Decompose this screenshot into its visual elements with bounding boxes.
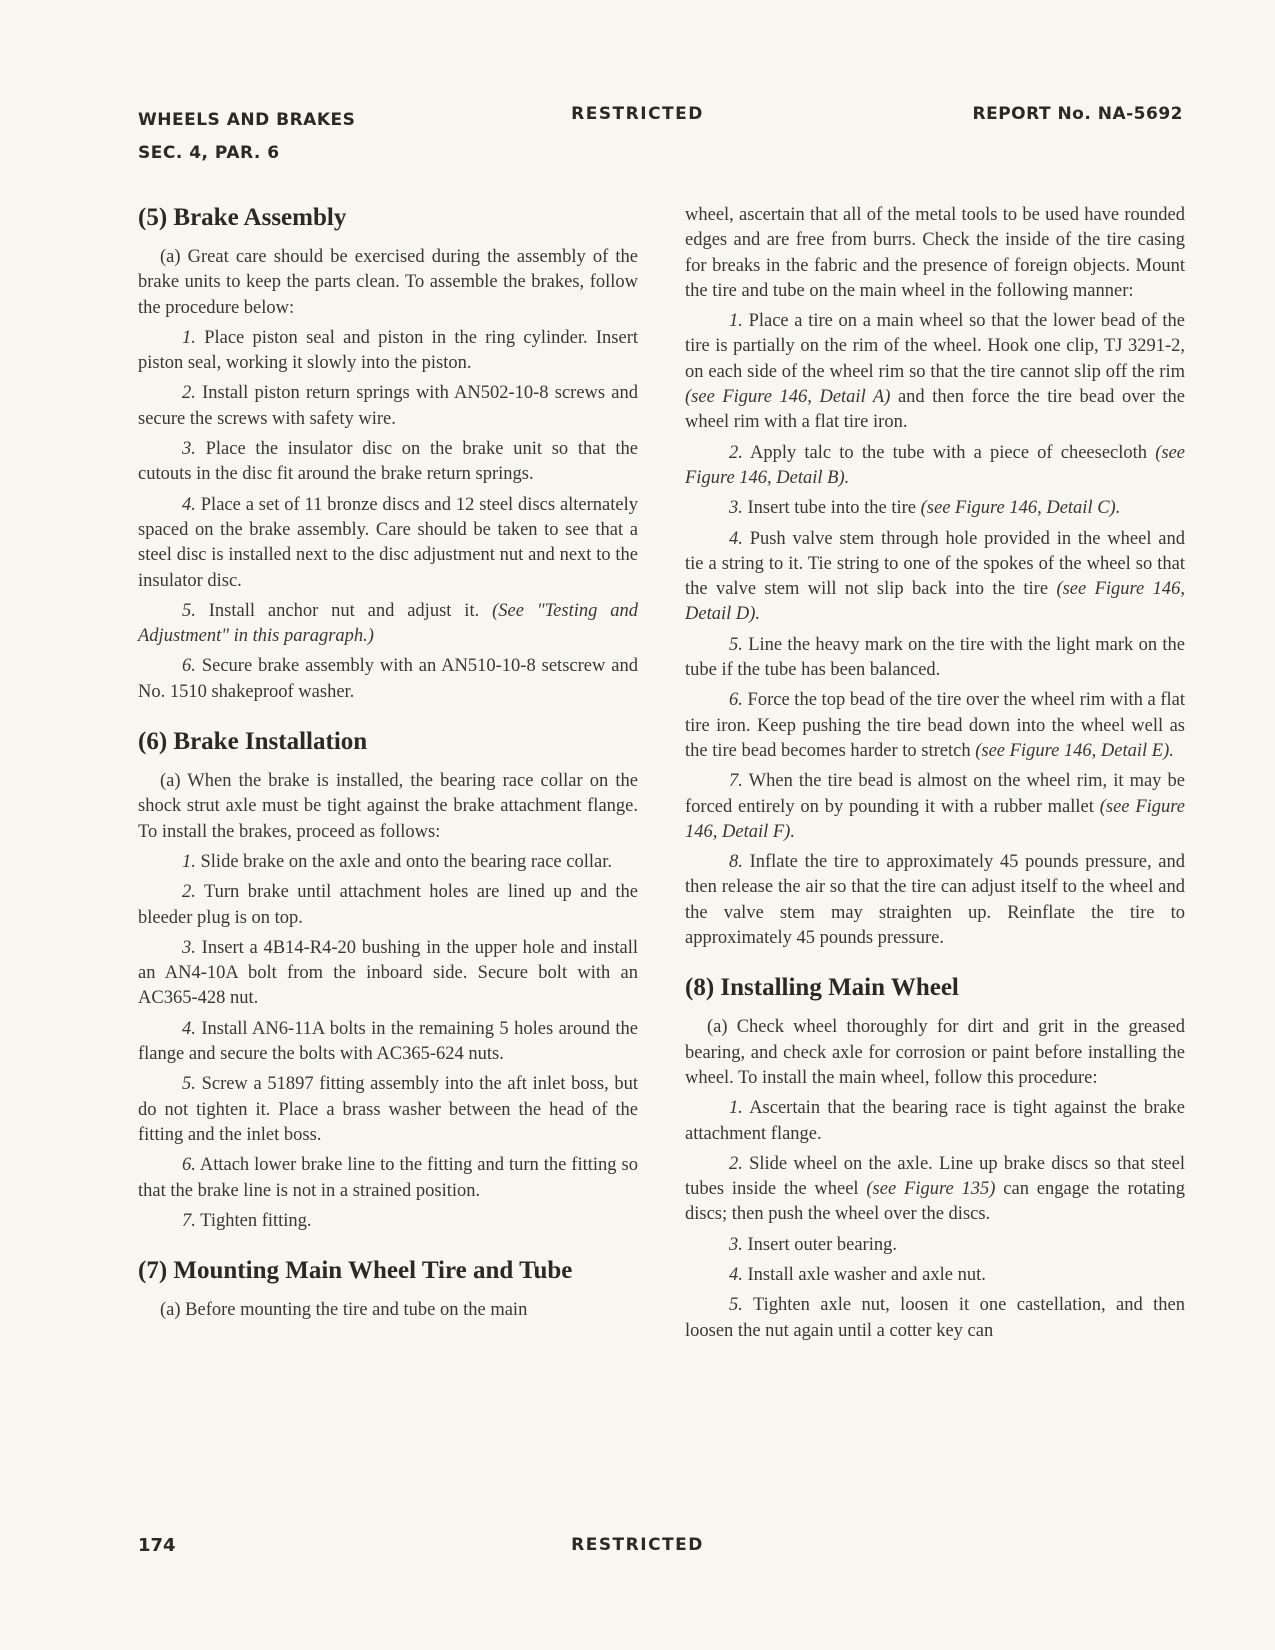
section-intro: (a) Great care should be exercised during the assembly of the brake units to keep the parts clean. To assemble the brakes, follow the procedure below: [138,247,638,318]
step-item: 3. Insert a 4B14-R4-20 bushing in the upper hole and install an AN4-10A bolt from the inboard side. Secure bolt with an AC365-428 nut. [138,937,638,1009]
step-item: 1. Place piston seal and piston in the ring cylinder. Insert piston seal, working it slowly into the piston. [138,327,639,374]
left-column [138,203,638,1323]
step-item: 4. Place a set of 11 bronze discs and 12 steel discs alternately spaced on the brake assembly. Care should be taken to see that a steel disc is installed next to the disc adjustment nut and next to the insulator disc. [138,494,639,591]
step-item: 3. Place the insulator disc on the brake unit so that the cutouts in the disc fit around the brake return springs. [138,439,638,485]
section-heading: WHEELS AND BRAKES [138,110,356,130]
step-item: 5. Tighten axle nut, loosen it one castellation, and then loosen the nut again until a cotter key can [685,1295,1185,1341]
section-title-brake-installation: (6) Brake Installation [138,728,368,756]
step-item: 7. When the tire bead is almost on the wheel rim, it may be forced entirely on by pounding it with a rubber mallet (see Figure 146, Detail F). [685,771,1185,842]
section-intro: (a) When the brake is installed, the bearing race collar on the shock strut axle must be tight against the brake attachment flange. To install the brakes, proceed as follows: [138,771,638,842]
step-item: 6. Force the top bead of the tire over the wheel rim with a flat tire iron. Keep pushing the tire bead down into the wheel well as the tire bead becomes harder to stretch (see Figure 146, Detail E). [685,690,1185,761]
step-item: 1. Slide brake on the axle and onto the bearing race collar. [182,851,612,872]
section-intro: (a) Before mounting the tire and tube on the main [160,1300,528,1321]
section-intro: (a) Check wheel thoroughly for dirt and grit in the greased bearing, and check axle for corrosion or paint before installing the wheel. To install the main wheel, follow this procedure: [685,1017,1185,1088]
step-item: 2. Slide wheel on the axle. Line up brake discs so that steel tubes inside the wheel (see Figure 135) can engage the rotating discs; then push the wheel over the discs. [685,1153,1186,1225]
step-item: 7. Tighten fitting. [182,1210,312,1231]
step-item: 3. Insert outer bearing. [729,1234,897,1255]
step-item: 4. Install AN6-11A bolts in the remaining 5 holes around the flange and secure the bolts with AC365-624 nuts. [138,1018,638,1065]
right-column [685,203,1185,1344]
step-item: 4. Install axle washer and axle nut. [729,1264,986,1285]
step-item: 2. Turn brake until attachment holes are lined up and the bleeder plug is on top. [138,882,638,928]
step-item: 6. Secure brake assembly with an AN510-10-8 setscrew and No. 1510 shakeproof washer. [138,656,639,702]
step-item: 1. Place a tire on a main wheel so that the lower bead of the tire is partially on the rim of the wheel. Hook one clip, TJ 3291-2, on each side of the wheel rim so that the tire cannot slip off the rim (see Figure 146, Detail A) and then force the tire bead over the wheel rim with a flat tire iron. [685,311,1186,433]
step-item: 5. Install anchor nut and adjust it. (See "Testing and Adjustment" in this paragraph.) [138,600,639,647]
step-item: 8. Inflate the tire to approximately 45 pounds pressure, and then release the air so that the tire can adjust itself to the wheel and the valve stem may straighten up. Reinflate the tire to approximately 45 pounds pressure. [685,852,1186,949]
step-item: 3. Insert tube into the tire (see Figure 146, Detail C). [729,498,1121,519]
step-item: 4. Push valve stem through hole provided in the wheel and tie a string to it. Tie string to one of the spokes of the wheel so that the valve stem will not slip back into the tire (see Figure 146, Detail D). [685,528,1186,625]
page-number: 174 [138,1535,176,1556]
step-item: 5. Line the heavy mark on the tire with the light mark on the tube if the tube has been balanced. [685,634,1186,681]
section-intro-continued: wheel, ascertain that all of the metal tools to be used have rounded edges and are free from burrs. Check the inside of the tire casing for breaks in the fabric and the presence of foreign objects. Mount the tire and tube on the main wheel in the following manner: [685,205,1185,301]
step-item: 5. Screw a 51897 fitting assembly into the aft inlet boss, but do not tighten it. Place a brass washer between the head of the fitting and the inlet boss. [138,1074,639,1145]
footer-classification: RESTRICTED [571,1535,704,1555]
section-paragraph-ref: SEC. 4, PAR. 6 [138,143,280,163]
section-title-brake-assembly: (5) Brake Assembly [138,204,347,231]
header-classification: RESTRICTED [571,104,704,124]
step-item: 2. Install piston return springs with AN502-10-8 screws and secure the screws with safety wire. [138,383,639,429]
step-item: 2. Apply talc to the tube with a piece of cheesecloth (see Figure 146, Detail B). [685,442,1185,488]
section-title-mounting-tire: (7) Mounting Main Wheel Tire and Tube [138,1257,573,1285]
section-title-installing-wheel: (8) Installing Main Wheel [685,974,959,1002]
step-item: 6. Attach lower brake line to the fitting and turn the fitting so that the brake line is not in a strained position. [138,1155,638,1201]
step-item: 1. Ascertain that the bearing race is tight against the brake attachment flange. [685,1098,1185,1144]
report-number: REPORT No. NA-5692 [972,104,1183,124]
